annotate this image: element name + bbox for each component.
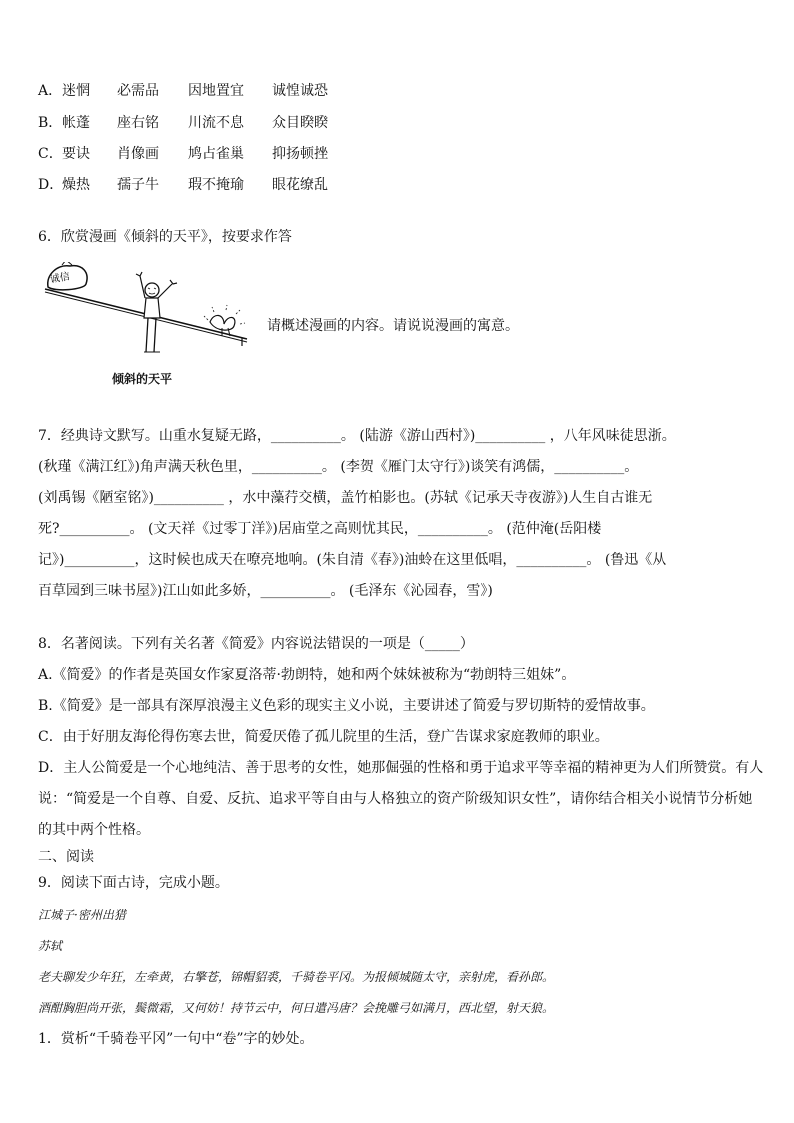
poem-author: 苏轼 <box>38 939 63 953</box>
word: 川流不息 <box>188 115 244 131</box>
poem-line: 酒酣胸胆尚开张，鬓微霜，又何妨！持节云中，何日遣冯唐？会挽雕弓如满月，西北望，射天狼。 <box>38 1001 555 1015</box>
q8-title: 8．名著阅读。下列有关名著《简爱》内容说法错误的一项是（_____） <box>38 636 474 652</box>
option-letter: D． <box>38 177 64 193</box>
word: 诚惶诚恐 <box>272 83 328 99</box>
q8-option-c: C．由于好朋友海伦得伤寒去世，简爱厌倦了孤儿院里的生活，登广告谋求家庭教师的职业。 <box>38 729 609 745</box>
word: 因地置宜 <box>188 83 244 99</box>
q8-option-a: A.《简爱》的作者是英国女作家夏洛蒂·勃朗特，她和两个妹妹被称为“勃朗特三姐妹”。 <box>38 667 576 683</box>
q6-title: 6．欣赏漫画《倾斜的天平》，按要求作答 <box>38 229 292 245</box>
word: 迷惘 <box>62 83 90 99</box>
q8-option-d-cont: 说：“简爱是一个自尊、自爱、反抗、追求平等自由与人格独立的资产阶级知识女性”，请你结合相关小说情节分析她 <box>38 791 753 807</box>
option-letter: B． <box>38 115 63 131</box>
stone-label: 诚信 <box>49 271 71 286</box>
word: 要诀 <box>62 146 90 162</box>
word: 帐蓬 <box>62 115 90 131</box>
word: 眼花缭乱 <box>272 177 328 193</box>
word: 瑕不掩瑜 <box>188 177 244 193</box>
q7-line: (刘禹锡《陋室铭》)__________ ，水中藻荇交横，盖竹柏影也。(苏轼《记承天寺夜游》)人生自古谁无 <box>38 490 653 506</box>
poem-line: 老夫聊发少年狂，左牵黄，右擎苍，锦帽貂裘，千骑卷平冈。为报倾城随太守，亲射虎，看孙郎。 <box>38 970 555 984</box>
comic-tilted-scale <box>40 262 265 390</box>
word: 抑扬顿挫 <box>272 146 328 162</box>
q8-option-d-cont: 的其中两个性格。 <box>38 822 150 838</box>
option-letter: C． <box>38 146 63 162</box>
comic-caption: 倾斜的天平 <box>112 372 173 386</box>
word: 座右铭 <box>117 115 159 131</box>
q7-line: 死?__________。 (文天祥《过零丁洋》)居庙堂之高则忧其民，__________。 (范仲淹(岳阳楼 <box>38 521 602 537</box>
option-letter: A． <box>38 83 63 99</box>
word: 孺子牛 <box>117 177 159 193</box>
q7-line: (秋瑾《满江红》)角声满天秋色里，__________。 (李贺《雁门太守行》)谈笑有鸿儒，__________。 <box>38 459 639 475</box>
q8-option-b: B.《简爱》是一部具有深厚浪漫主义色彩的现实主义小说，主要讲述了简爱与罗切斯特的爱情故事。 <box>38 698 655 714</box>
word: 鸠占雀巢 <box>188 146 244 162</box>
q7-line: 记》)__________，这时候也成天在嘹亮地响。(朱自清《春》)油蛉在这里低唱，__________。 (鲁迅《从 <box>38 552 667 568</box>
poem-title: 江城子·密州出猎 <box>38 908 126 922</box>
q8-option-d: D．主人公简爱是一个心地纯洁、善于思考的女性，她那倔强的性格和勇于追求平等幸福的精神更为人们所赞赏。有人 <box>38 760 764 776</box>
word: 燥热 <box>62 177 90 193</box>
q6-prompt: 请概述漫画的内容。请说说漫画的寓意。 <box>267 318 519 334</box>
q7-line: 7．经典诗文默写。山重水复疑无路，__________。 (陆游《游山西村》)__________ ，八年风味徒思浙。 <box>38 428 676 444</box>
q7-line: 百草园到三味书屋》)江山如此多娇，__________。 (毛泽东《沁园春，雪》) <box>38 583 493 599</box>
q9-title: 9．阅读下面古诗，完成小题。 <box>38 875 229 891</box>
q9-subquestion: 1．赏析“千骑卷平冈”一句中“卷”字的妙处。 <box>38 1031 314 1047</box>
word: 众目睽睽 <box>272 115 328 131</box>
word: 必需品 <box>117 83 159 99</box>
word: 肖像画 <box>117 146 159 162</box>
section-heading: 二、阅读 <box>38 849 94 865</box>
